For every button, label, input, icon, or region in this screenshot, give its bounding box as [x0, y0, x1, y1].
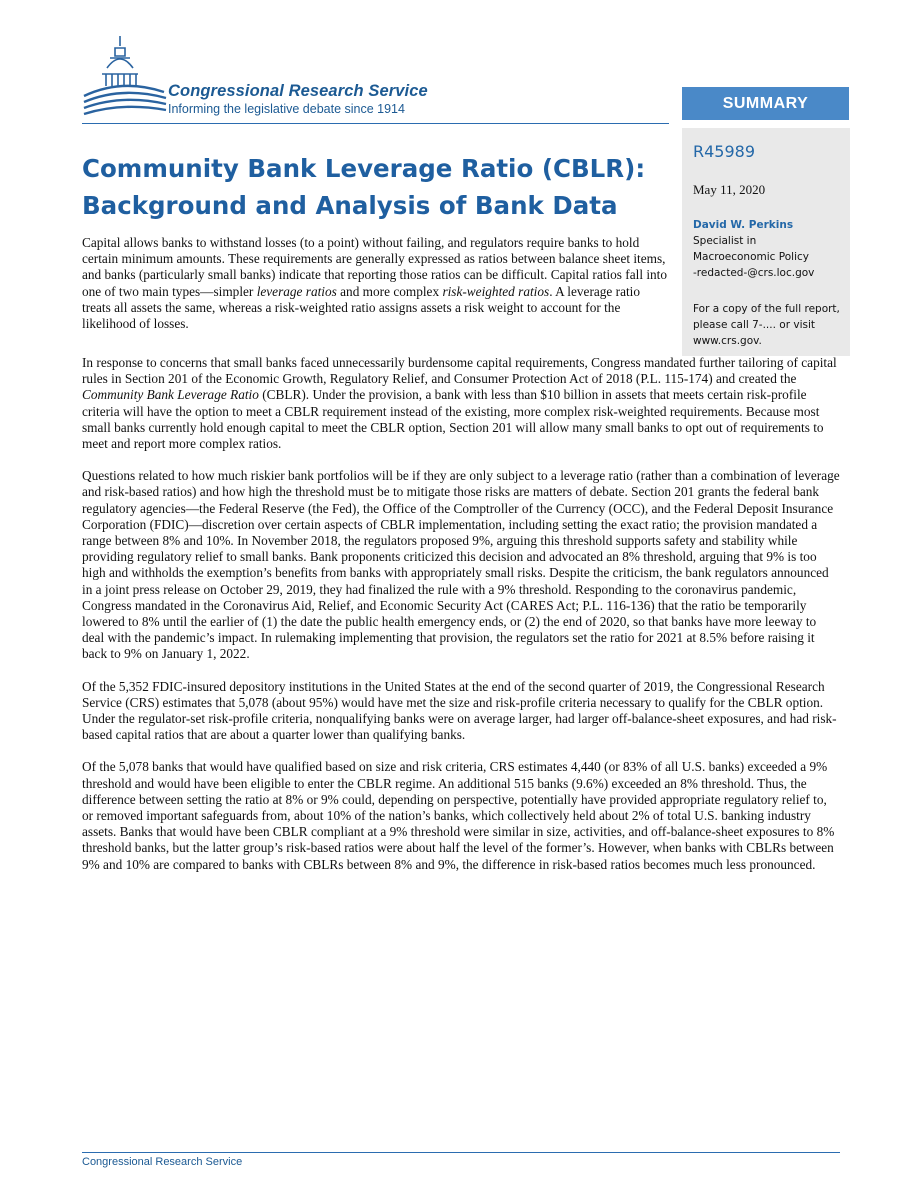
para2-text-1: In response to concerns that small banks faced unnecessarily burdensome capital requirements, Congress mandated further tailoring of capital rules in Section 201 of the Economic Growth, Regulatory Relief, and Consumer Protection Act of 2018 (P.L. 115-174) and created the: [82, 355, 837, 387]
summary-sidebar: [682, 128, 850, 356]
footer-text: Congressional Research Service: [82, 1156, 243, 1168]
author-email[interactable]: -redacted-@crs.loc.gov: [693, 267, 815, 279]
copy-note: For a copy of the full report, please call 7-.... or visit www.crs.gov.: [693, 303, 840, 347]
header-divider: [82, 123, 669, 124]
intro-emphasis-leverage: leverage ratios: [256, 283, 337, 299]
paragraph-section-201: [82, 355, 840, 452]
report-date: May 11, 2020: [693, 182, 766, 197]
author-title-line-1: Specialist in: [693, 235, 757, 247]
intro-text-3: . A leverage ratio treats all assets the same, whereas a risk-weighted ratio assigns assets a risk weight to account for the likelihood of losses.: [82, 283, 641, 332]
paragraph-qualifying-banks: Of the 5,352 FDIC-insured depository institutions in the United States at the end of the second quarter of 2019, the Congressional Research Service (CRS) estimates that 5,078 (about 95%) would have met the size and risk-profile criteria necessary to qualify for the CBLR option. Under the regulator-set risk-profile criteria, nonqualifying banks were on average larger, had larger off-balance-sheet exposures, and had risk-based capital ratios that are about a quarter lower than qualifying banks.: [82, 678, 837, 743]
footer-divider: [82, 1152, 840, 1153]
intro-emphasis-risk: risk-weighted ratios: [442, 283, 550, 299]
report-number: R45989: [693, 142, 756, 161]
org-name: Congressional Research Service: [168, 82, 428, 100]
org-tagline: Informing the legislative debate since 1914: [168, 102, 405, 116]
capitol-dome-icon: [82, 34, 168, 124]
summary-tab: SUMMARY: [682, 87, 849, 120]
para2-emphasis: Community Bank Leverage Ratio: [82, 387, 259, 403]
summary-body: [82, 355, 840, 889]
intro-text-1: Capital allows banks to withstand losses (to a point) without failing, and regulators require banks to hold certain minimum amounts. These requirements are generally expressed as ratios between balance sheet items, and banks (particularly small banks) indicate that reporting those ratios can be difficult. Capital ratios fall into one of two main types—simpler: [82, 235, 668, 299]
paragraph-threshold-debate: Questions related to how much riskier bank portfolios will be if they are only subject to a leverage ratio (rather than a combination of leverage and risk-based ratios) and how high the threshold must be to mitigate those risks are matters of debate. Section 201 grants the federal bank regulatory agencies—the Federal Reserve (the Fed), the Office of the Comptroller of the Currency (OCC), and the Federal Deposit Insurance Corporation (FDIC)—discretion over certain aspects of CBLR implementation, including setting the exact ratio; the provision mandated a range between 8% and 10%. In November 2018, the regulators proposed 9%, arguing this threshold supports safety and stability while providing regulatory relief to small banks. Bank proponents criticized this decision and advocated an 8% threshold, arguing that 9% is too high and withholds the exemption’s benefits from banks with appropriately small risks. Despite the criticism, the bank regulators announced in a joint press release on October 29, 2019, they had finalized the rule with a 9% threshold. Responding to the coronavirus pandemic, Congress mandated in the Coronavirus Aid, Relief, and Economic Security Act (CARES Act; P.L. 116-136) that the ratio be temporarily lowered to 8% until the earlier of (1) the date the public health emergency ends, or (2) the end of 2020, so that banks have more leeway to deal with the pandemic’s impact. In rulemaking implementing that provision, the regulators set the ratio for 2021 at 8.5% before raising it back to 9% on January 1, 2022.: [82, 468, 840, 662]
intro-text-2: and more complex: [336, 283, 443, 299]
author-title-line-2: Macroeconomic Policy: [693, 251, 809, 263]
para2-text-2: (CBLR). Under the provision, a bank with less than $10 billion in assets that meets certain risk-profile criteria will have the option to meet a CBLR requirement instead of the existing, more complex risk-weighted requirements. Because most small banks currently hold enough capital to meet the CBLR option, Section 201 will allow many small banks to opt out of requirements to meet and report more complex ratios.: [82, 387, 824, 452]
document-title: Community Bank Leverage Ratio (CBLR): Background and Analysis of Bank Data: [82, 154, 646, 220]
intro-paragraph: [82, 235, 668, 332]
crs-logo[interactable]: [82, 34, 672, 124]
paragraph-threshold-analysis: Of the 5,078 banks that would have qualified based on size and risk criteria, CRS estimates 4,440 (or 83% of all U.S. banks) exceeded a 9% threshold and would have been eligible to enter the CBLR regime. An additional 515 banks (9.6%) exceeded an 8% threshold. Thus, the difference between setting the ratio at 8% or 9% could, depending on perspective, potentially have provided appropriate regulatory relief to, or removed important safeguards from, about 10% of the nation’s banks, which collectively held about 2% of total U.S. banking industry assets. Banks that would have been CBLR compliant at a 9% threshold were similar in size, activities, and off-balance-sheet exposures to 8% threshold banks, but the latter group’s risk-based ratios were about half the level of the former’s. However, when banks with CBLRs between 9% and 10% are compared to banks with CBLRs between 8% and 9%, the difference in risk-based ratios becomes much less pronounced.: [82, 759, 835, 872]
author-name: David W. Perkins: [693, 219, 794, 231]
